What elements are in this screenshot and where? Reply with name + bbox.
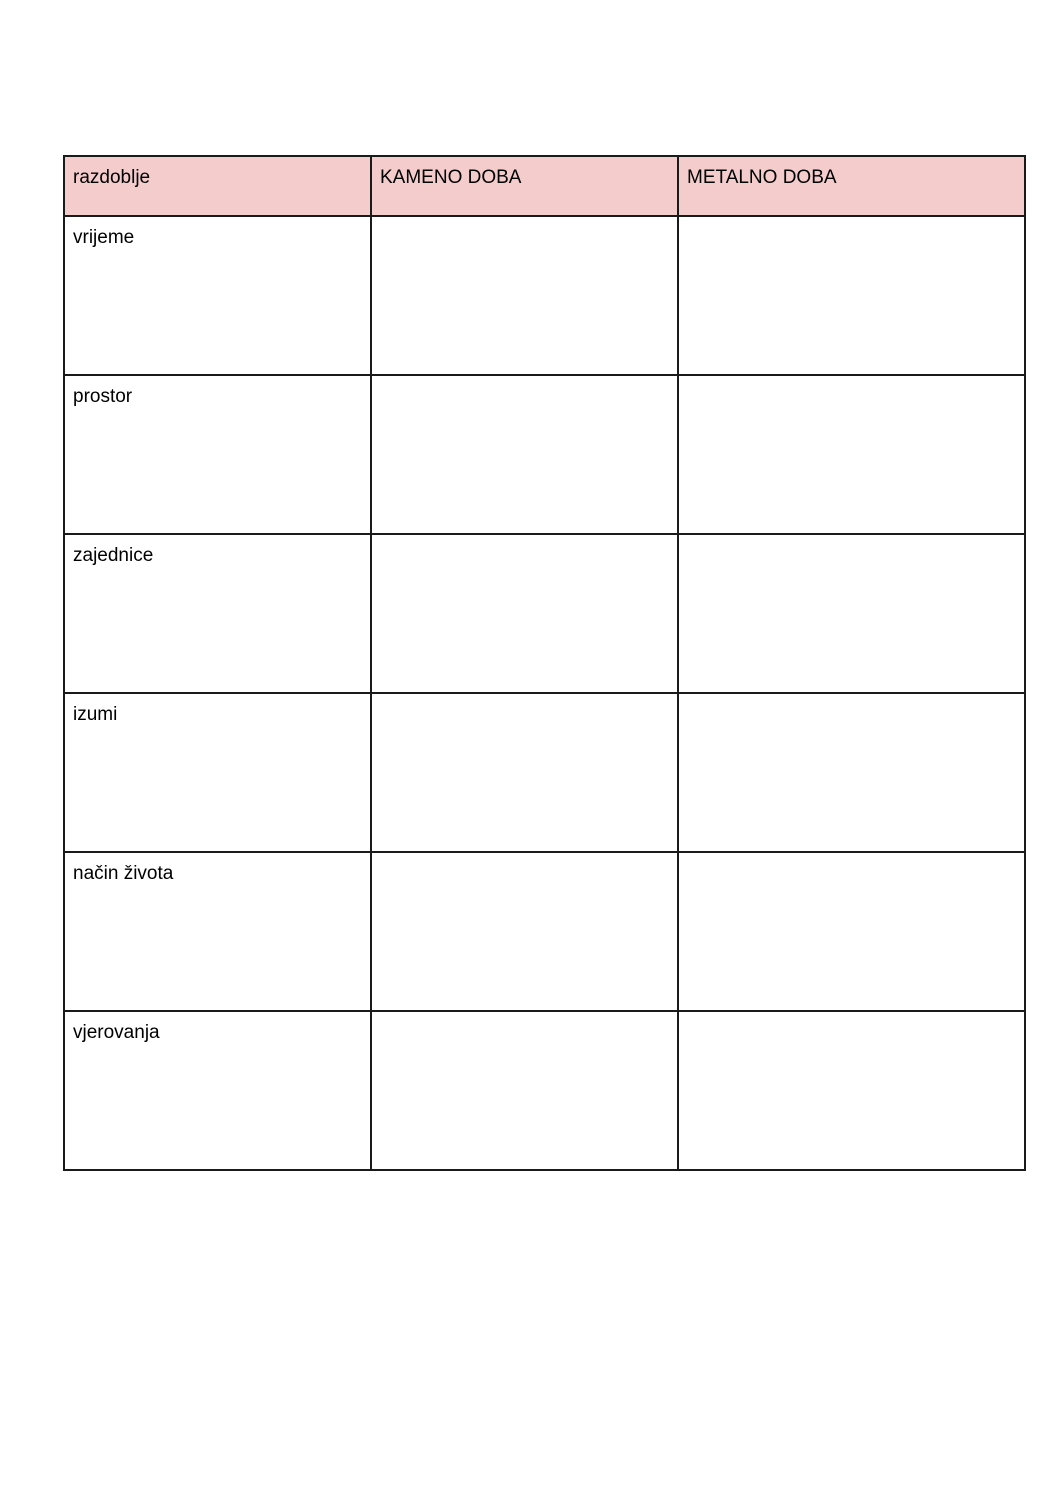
table-row [64, 216, 1025, 375]
row-label-way-of-life: način života [64, 852, 371, 1011]
row-label-beliefs: vjerovanja [64, 1011, 371, 1170]
cell-stone-age-communities[interactable] [371, 534, 678, 693]
header-stone-age: KAMENO DOBA [371, 156, 678, 216]
table-row [64, 375, 1025, 534]
header-period: razdoblje [64, 156, 371, 216]
cell-stone-age-inventions[interactable] [371, 693, 678, 852]
cell-metal-age-time[interactable] [678, 216, 1025, 375]
table-row [64, 693, 1025, 852]
table-row [64, 534, 1025, 693]
cell-metal-age-way-of-life[interactable] [678, 852, 1025, 1011]
row-label-space: prostor [64, 375, 371, 534]
comparison-table [63, 155, 1026, 1171]
cell-stone-age-way-of-life[interactable] [371, 852, 678, 1011]
cell-stone-age-space[interactable] [371, 375, 678, 534]
table-header-row [64, 156, 1025, 216]
table-row [64, 852, 1025, 1011]
cell-metal-age-space[interactable] [678, 375, 1025, 534]
row-label-communities: zajednice [64, 534, 371, 693]
cell-metal-age-beliefs[interactable] [678, 1011, 1025, 1170]
table-row [64, 1011, 1025, 1170]
header-metal-age: METALNO DOBA [678, 156, 1025, 216]
cell-metal-age-inventions[interactable] [678, 693, 1025, 852]
row-label-time: vrijeme [64, 216, 371, 375]
cell-metal-age-communities[interactable] [678, 534, 1025, 693]
cell-stone-age-beliefs[interactable] [371, 1011, 678, 1170]
row-label-inventions: izumi [64, 693, 371, 852]
cell-stone-age-time[interactable] [371, 216, 678, 375]
